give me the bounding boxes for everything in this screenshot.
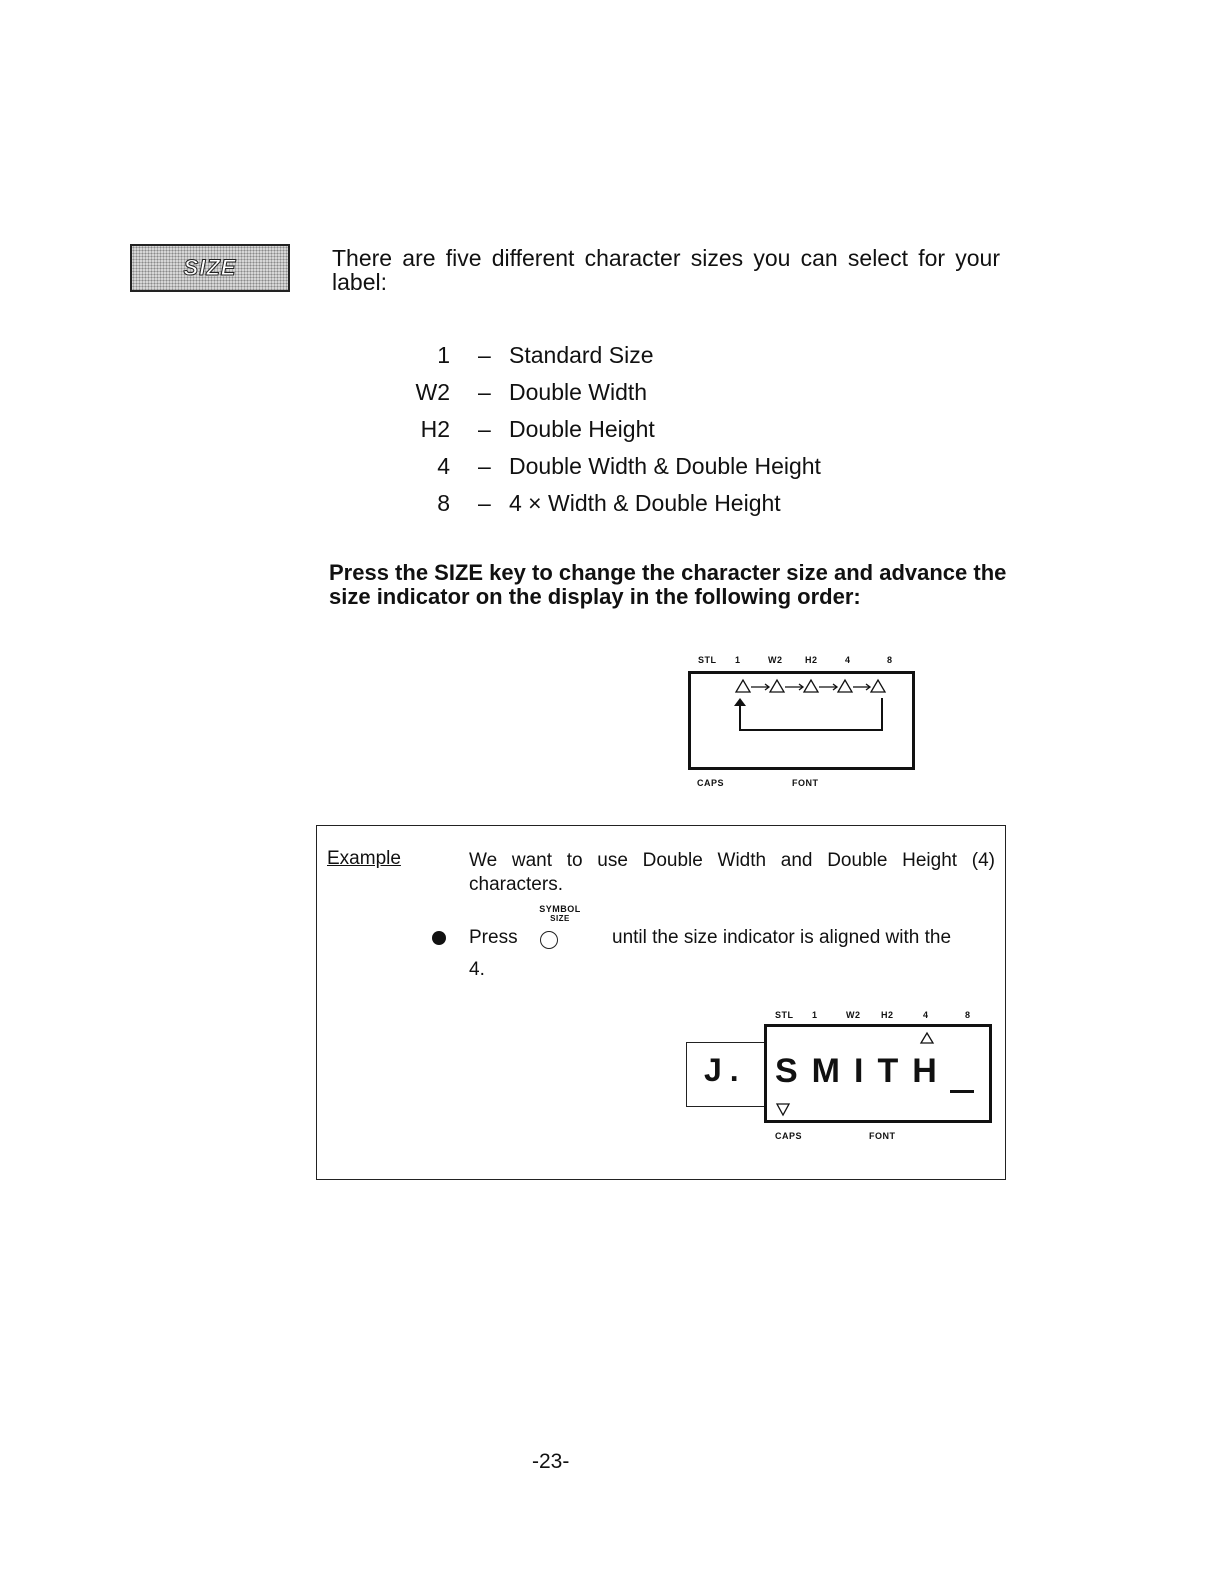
indicator-label: STL [698, 655, 717, 665]
example-label: Example [327, 848, 401, 869]
key-label [535, 905, 585, 923]
lcd-display-diagram [688, 671, 915, 770]
font-label: FONT [869, 1131, 896, 1141]
instruction-continuation: until the size indicator is aligned with the [612, 927, 952, 948]
size-dash: – [478, 453, 491, 479]
size-code: 1 [437, 342, 450, 368]
indicator-label: W2 [768, 655, 783, 665]
key-label-top: SYMBOL [539, 904, 581, 914]
size-code: 8 [437, 490, 450, 516]
size-dash: – [478, 379, 491, 405]
example-text: We want to use Double Width and Double Height (4) characters. [469, 850, 995, 895]
intro-paragraph: There are five different character sizes you can select for your label: [332, 245, 1000, 295]
display-text: SMITH [775, 1052, 951, 1090]
size-dash: – [478, 490, 491, 516]
indicator-label: H2 [881, 1010, 894, 1020]
key-label-bottom: SIZE [550, 914, 570, 923]
size-description: 4 × Width & Double Height [509, 490, 781, 516]
size-code: 4 [437, 453, 450, 479]
size-key-icon [540, 931, 558, 949]
indicator-label: 8 [887, 655, 893, 665]
display-left-text: J. [704, 1052, 747, 1088]
size-code: W2 [415, 379, 450, 405]
size-description: Double Width [509, 379, 648, 405]
cursor-icon [950, 1090, 974, 1093]
indicator-label: STL [775, 1010, 794, 1020]
page-number: -23- [532, 1450, 570, 1473]
size-cycle-arrows-icon [691, 674, 912, 767]
indicator-labels [698, 655, 898, 667]
font-label: FONT [792, 778, 819, 788]
indicator-label: H2 [805, 655, 818, 665]
indicator-label: 4 [845, 655, 851, 665]
size-dash: – [478, 342, 491, 368]
indicator-label: W2 [846, 1010, 861, 1020]
indicator-label: 1 [812, 1010, 818, 1020]
caps-label: CAPS [697, 778, 725, 788]
indicator-label: 8 [965, 1010, 971, 1020]
size-dash: – [478, 416, 491, 442]
size-description: Double Height [509, 416, 655, 442]
instruction-paragraph: Press the SIZE key to change the character size and advance the size indicator on the display in the following order: [329, 560, 1007, 609]
indicator-label: 4 [923, 1010, 929, 1020]
caps-label: CAPS [775, 1131, 803, 1141]
indicator-label: 1 [735, 655, 741, 665]
size-description: Standard Size [509, 342, 654, 368]
size-code: H2 [420, 416, 450, 442]
instruction-end: 4. [469, 959, 485, 980]
indicator-labels [775, 1010, 975, 1022]
press-text: Press [469, 927, 518, 948]
bullet-icon [432, 931, 446, 945]
size-description: Double Width & Double Height [509, 453, 821, 479]
section-tab-label: SIZE [183, 255, 237, 280]
section-tab-size [130, 244, 290, 292]
